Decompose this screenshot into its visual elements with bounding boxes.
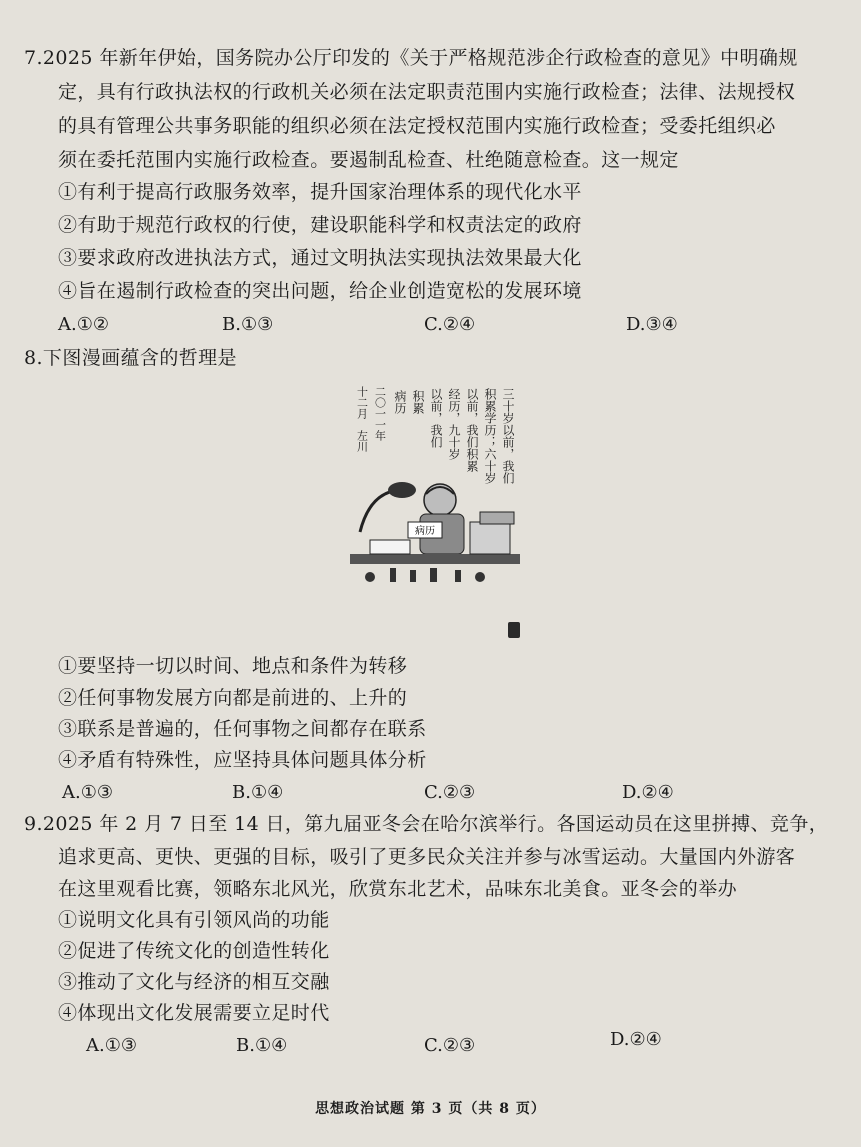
q9-stem-line-1: 9.2025 年 2 月 7 日至 14 日，第九届亚冬会在哈尔滨举行。各国运动员在这里拼搏、竞争，	[24, 813, 829, 835]
q7-statement-1: ①有利于提高行政服务效率，提升国家治理体系的现代化水平	[58, 181, 582, 203]
cartoon-caption-4: 经历，九十岁	[447, 388, 461, 460]
q9-statement-3: ③推动了文化与经济的相互交融	[58, 971, 330, 993]
cartoon-sign-text: 病历	[415, 526, 435, 537]
cartoon-drawing	[330, 372, 530, 622]
q8-statement-3: ③联系是普遍的，任何事物之间都存在联系	[58, 718, 427, 740]
q7-statement-3: ③要求政府改进执法方式，通过文明执法实现执法效果最大化	[58, 247, 582, 269]
cartoon-caption-1: 三十岁以前，我们	[501, 388, 515, 484]
q9-stem-line-3: 在这里观看比赛，领略东北风光，欣赏东北艺术，品味东北美食。亚冬会的举办	[58, 878, 738, 900]
q7-stem-line-2: 定，具有行政执法权的行政机关必须在法定职责范围内实施行政检查；法律、法规授权	[58, 81, 796, 103]
cartoon-caption-6: 积累	[411, 390, 425, 414]
q8-choice-d: D.②④	[622, 782, 674, 803]
q8-choice-a: A.①③	[62, 782, 113, 803]
q9-statement-2: ②促进了传统文化的创造性转化	[58, 940, 330, 962]
cartoon-signature: 十二月 左川	[355, 386, 369, 452]
q7-statement-4: ④旨在遏制行政检查的突出问题，给企业创造宽松的发展环境	[58, 280, 582, 302]
q8-statement-1: ①要坚持一切以时间、地点和条件为转移	[58, 655, 408, 677]
q9-statement-4: ④体现出文化发展需要立足时代	[58, 1002, 330, 1024]
cartoon-image	[330, 372, 530, 622]
q7-choice-d: D.③④	[626, 314, 678, 335]
cartoon-caption-3: 以前，我们积累	[465, 388, 479, 472]
q7-choice-b: B.①③	[222, 314, 274, 335]
q7-choice-a: A.①②	[58, 314, 109, 335]
q7-stem-line-3: 的具有管理公共事务职能的组织必须在法定授权范围内实施行政检查；受委托组织必	[58, 115, 776, 137]
cartoon-caption-5: 以前，我们	[429, 388, 443, 448]
q9-statement-1: ①说明文化具有引领风尚的功能	[58, 909, 330, 931]
q8-choice-b: B.①④	[232, 782, 284, 803]
cartoon-caption-7: 病历	[393, 390, 407, 414]
q8-stem: 8.下图漫画蕴含的哲理是	[24, 347, 237, 369]
q9-stem-line-2: 追求更高、更快、更强的目标，吸引了更多民众关注并参与冰雪运动。大量国内外游客	[58, 846, 796, 868]
cartoon-caption-2: 积累学历；六十岁	[483, 388, 497, 484]
q8-choice-c: C.②③	[424, 782, 476, 803]
page-footer: 思想政治试题 第 3 页（共 8 页）	[315, 1101, 546, 1117]
q7-stem-line-4: 须在委托范围内实施行政检查。要遏制乱检查、杜绝随意检查。这一规定	[58, 149, 679, 171]
q9-choice-b: B.①④	[236, 1035, 288, 1056]
q8-statement-2: ②任何事物发展方向都是前进的、上升的	[58, 687, 408, 709]
q9-choice-a: A.①③	[86, 1035, 137, 1056]
cartoon-date: 二〇一一年	[373, 386, 387, 441]
q7-stem-line-1: 7.2025 年新年伊始，国务院办公厅印发的《关于严格规范涉企行政检查的意见》中明确规	[24, 47, 798, 69]
q7-statement-2: ②有助于规范行政权的行使，建设职能科学和权责法定的政府	[58, 214, 582, 236]
q9-choice-d: D.②④	[610, 1029, 662, 1050]
q8-statement-4: ④矛盾有特殊性，应坚持具体问题具体分析	[58, 749, 427, 771]
q7-choice-c: C.②④	[424, 314, 476, 335]
artist-seal	[508, 622, 520, 638]
q9-choice-c: C.②③	[424, 1035, 476, 1056]
